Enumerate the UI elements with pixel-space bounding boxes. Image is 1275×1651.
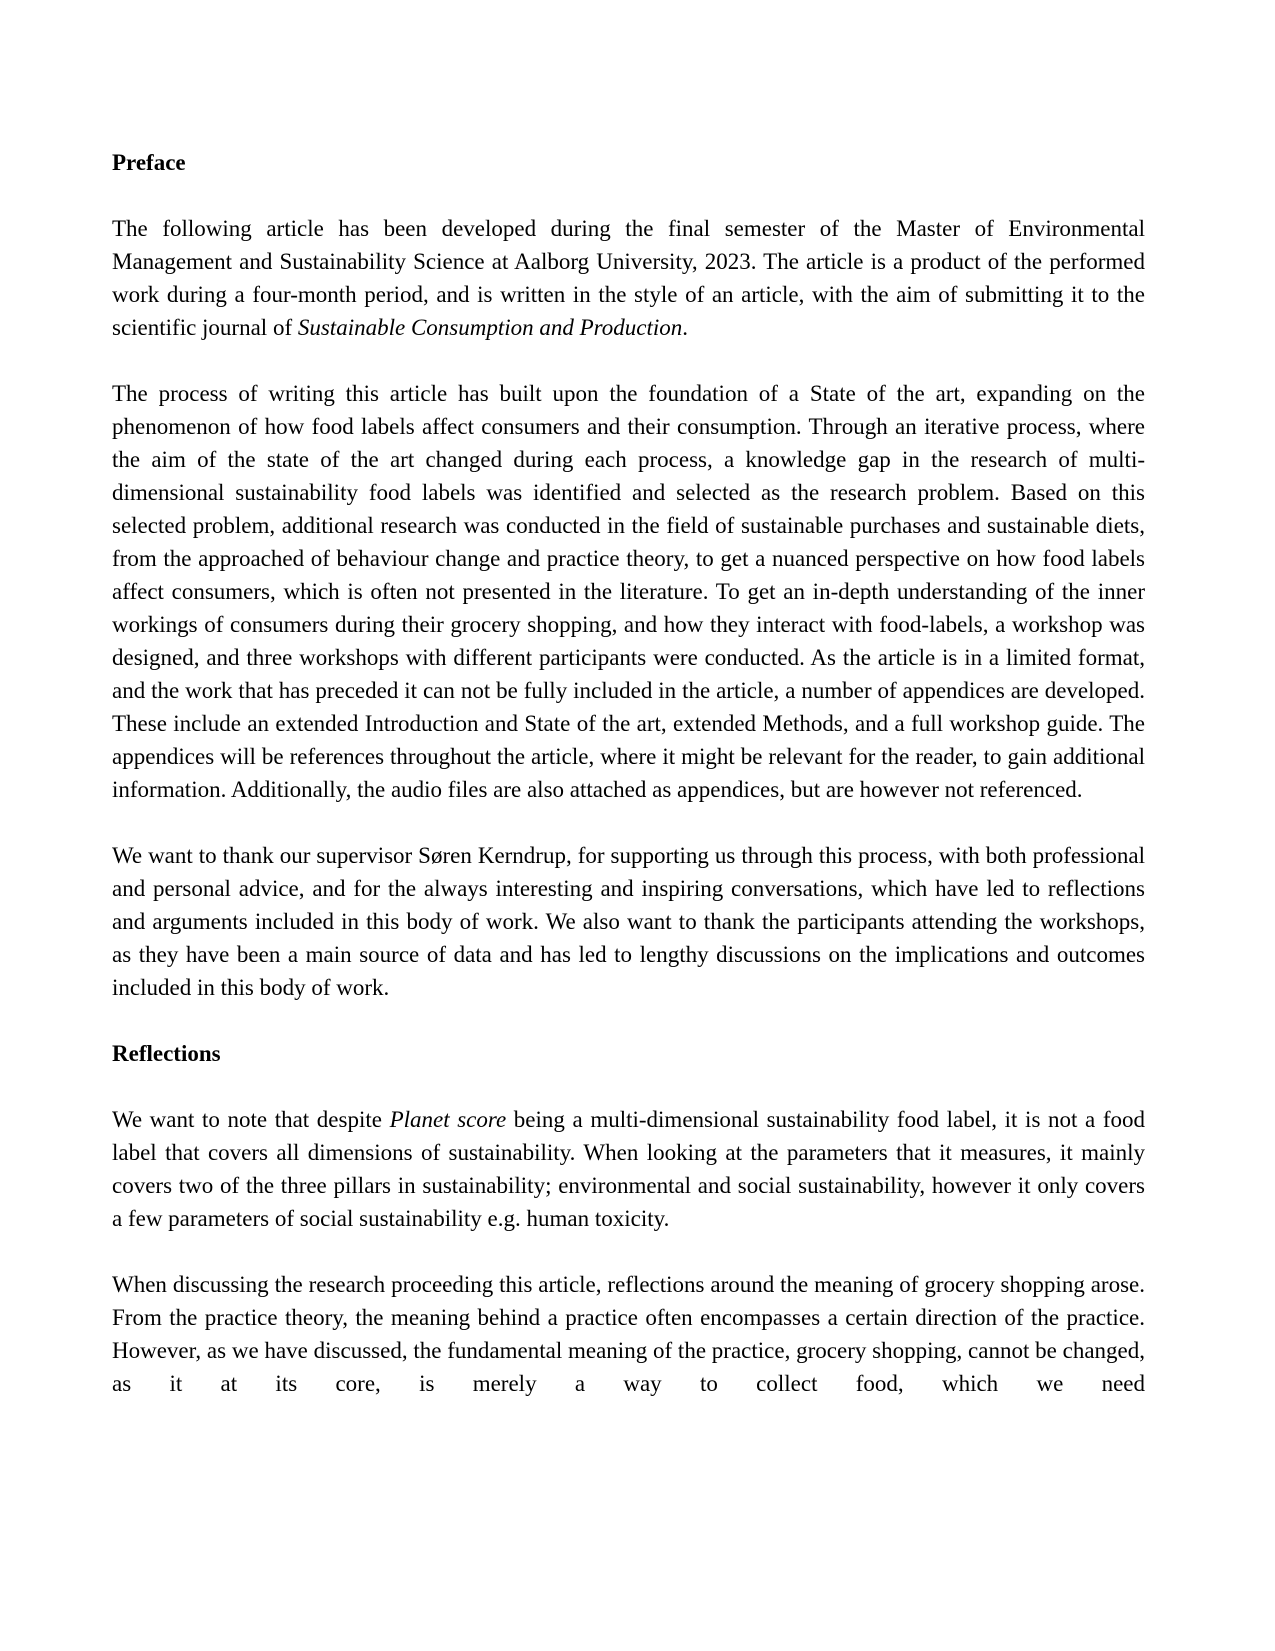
preface-paragraph-3: We want to thank our supervisor Søren Kerndrup, for supporting us through this process, with both professional and personal advice, and for the always interesting and inspiring conversations, which have led to reflections and arguments included in this body of work. We also want to thank the participants attending the workshops, as they have been a main source of data and has led to lengthy discussions on the implications and outcomes included in this body of work. <box>112 843 1145 1000</box>
reflections-heading: Reflections <box>112 1041 221 1066</box>
preface-paragraph-1 <box>112 212 1145 344</box>
reflections-paragraph-2: When discussing the research proceeding this article, reflections around the meaning of grocery shopping arose. From the practice theory, the meaning behind a practice often encompasses a certain direction of the practice. However, as we have discussed, the fundamental meaning of the practice, grocery shopping, cannot be changed, as it at its core, is merely a way to collect food, which we need <box>112 1272 1145 1396</box>
journal-title: Sustainable Consumption and Production <box>297 315 683 340</box>
document-page <box>112 146 1145 1400</box>
reflections-paragraph-1 <box>112 1103 1145 1235</box>
preface-paragraph-2: The process of writing this article has built upon the foundation of a State of the art, expanding on the phenomenon of how food labels affect consumers and their consumption. Through an iterative process, where the aim of the state of the art changed during each process, a knowledge gap in the research of multi-dimensional sustainability food labels was identified and selected as the research problem. Based on this selected problem, additional research was conducted in the field of sustainable purchases and sustainable diets, from the approached of behaviour change and practice theory, to get a nuanced perspective on how food labels affect consumers, which is often not presented in the literature. To get an in-depth understanding of the inner workings of consumers during their grocery shopping, and how they interact with food-labels, a workshop was designed, and three workshops with different participants were conducted. As the article is in a limited format, and the work that has preceded it can not be fully included in the article, a number of appendices are developed. These include an extended Introduction and State of the art, extended Methods, and a full workshop guide. The appendices will be references throughout the article, where it might be relevant for the reader, to gain additional information. Additionally, the audio files are also attached as appendices, but are however not referenced. <box>112 381 1145 802</box>
preface-p1-end: . <box>682 315 689 340</box>
preface-p1-text: The following article has been developed during the final semester of the Master of Environmental Management and Sustainability Science at Aalborg University, 2023. The article is a product of the performed work during a four-month period, and is written in the style of an article, with the aim of submitting it to the scientific journal of <box>112 216 1145 340</box>
preface-heading: Preface <box>112 150 186 175</box>
reflections-p1-rest: being a multi-dimensional sustainability food label, it is not a food label that covers all dimensions of sustainability. When looking at the parameters that it measures, it mainly covers two of the three pillars in sustainability; environmental and social sustainability, however it only covers a few parameters of social sustainability e.g. human toxicity. <box>112 1107 1145 1231</box>
planet-score-term: Planet score <box>389 1107 507 1132</box>
reflections-p1-text: We want to note that despite <box>112 1107 390 1132</box>
